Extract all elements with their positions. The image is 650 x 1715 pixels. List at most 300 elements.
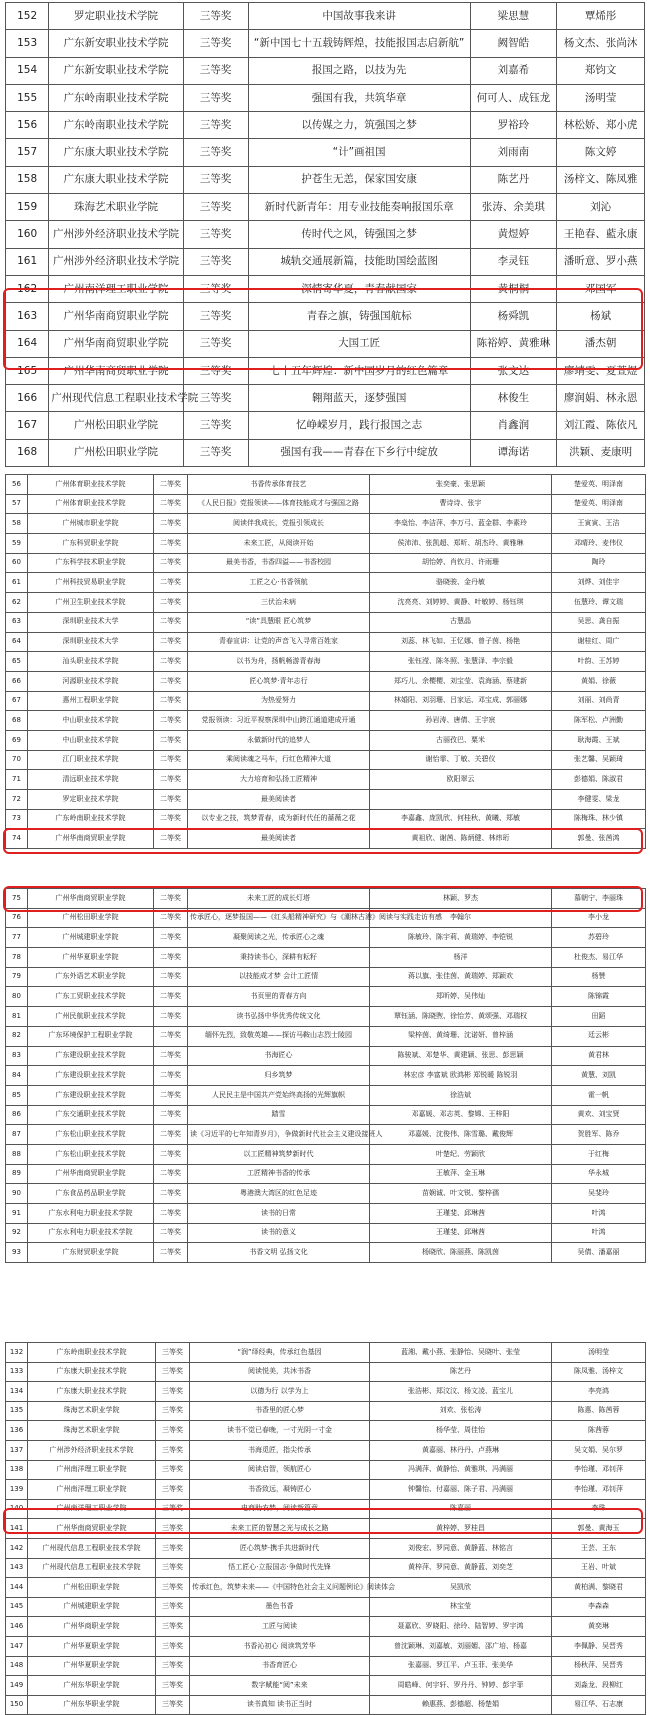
award-level: 二等奖 <box>154 573 188 593</box>
table-row <box>6 139 645 166</box>
authors: 吴凯欣 <box>370 1578 552 1598</box>
advisors: 汤明莹 <box>552 1343 646 1363</box>
authors: 蓝湘、戴小燕、张静怡、吴晓叶、张莹 <box>370 1343 552 1363</box>
work-title: 读书不觉已春晚，一寸光阴一寸金 <box>190 1421 370 1441</box>
advisors: 廖润娟、林永恩 <box>557 385 645 412</box>
work-title: 以工匠精神筑梦新时代 <box>188 1144 370 1164</box>
authors: 谭海诺 <box>470 439 557 466</box>
row-number: 74 <box>6 829 28 849</box>
authors: 张涛、余美琪 <box>470 194 557 221</box>
table-row <box>6 475 646 495</box>
row-number: 63 <box>6 612 28 632</box>
advisors: 林松娇、郑小虎 <box>557 112 645 139</box>
authors: 林宝莹 <box>370 1597 552 1617</box>
authors: 张浩彬、郑汶汶、杨文凌、蓝宝儿 <box>370 1382 552 1402</box>
advisors: 覃烯彤 <box>557 3 645 30</box>
award-level: 三等奖 <box>183 194 248 221</box>
award-level: 三等奖 <box>183 412 248 439</box>
advisors: 陈文婷 <box>557 139 645 166</box>
advisors: 杨秋萍、吴晋秀 <box>552 1656 646 1676</box>
table-row <box>6 1026 646 1046</box>
advisors: 邓国军 <box>557 275 645 302</box>
award-table-panel-2b <box>5 888 645 1263</box>
advisors: 吴思、龚自振 <box>552 612 646 632</box>
award-level: 三等奖 <box>183 30 248 57</box>
row-number: 68 <box>6 711 28 731</box>
row-number: 157 <box>6 139 49 166</box>
school-name: 珠海艺术职业学院 <box>28 1421 156 1441</box>
authors: 骆晓骏、金丹敏 <box>370 573 552 593</box>
row-number: 139 <box>6 1480 28 1500</box>
row-number: 159 <box>6 194 49 221</box>
work-title: 数字赋能“阅”未来 <box>190 1676 370 1696</box>
award-level: 二等奖 <box>154 1046 188 1066</box>
school-name: 广州华南商贸职业学院 <box>49 303 183 330</box>
advisors: 洪颖、麦康明 <box>557 439 645 466</box>
award-level: 三等奖 <box>156 1343 190 1363</box>
row-number: 81 <box>6 1007 28 1027</box>
work-title: 传承红色，筑梦未来——《中国特色社会主义问题例论》阅读体会 <box>190 1578 370 1598</box>
table-row <box>6 3 645 30</box>
authors: 陈敏玲、陈宇莉、黄瑞婷、李铠锐 <box>370 928 552 948</box>
work-title: 书香育匠心 <box>190 1656 370 1676</box>
table-row <box>6 248 645 275</box>
authors <box>370 790 552 810</box>
advisors: 伍慧玲、谭文瑞 <box>552 593 646 613</box>
school-name: 广东新安职业技术学院 <box>49 30 183 57</box>
award-level: 二等奖 <box>154 632 188 652</box>
row-number: 154 <box>6 57 49 84</box>
school-name: 广州华南商贸职业学院 <box>49 357 183 384</box>
award-level: 三等奖 <box>156 1519 190 1539</box>
work-title: 《人民日报》党报领读——体育技能成才与强国之路 <box>188 494 370 514</box>
award-level: 二等奖 <box>154 1026 188 1046</box>
row-number: 142 <box>6 1538 28 1558</box>
school-name: 广州华南商贸职业学院 <box>28 889 154 909</box>
award-level: 二等奖 <box>154 494 188 514</box>
authors: 孙岩涛、唐倩、王宇宸 <box>370 711 552 731</box>
work-title: 阅读启智，领航匠心 <box>190 1460 370 1480</box>
table-row <box>6 593 646 613</box>
table-row <box>6 711 646 731</box>
advisors: 李珠 <box>552 1499 646 1519</box>
work-title: 人民民主是中国共产党始终高扬的光辉旗帜 <box>188 1085 370 1105</box>
work-title: 读书真知 读书正当时 <box>190 1695 370 1715</box>
authors: 周皓峰、何宇轩、罗丹丹、钟婷、彭宇菲 <box>370 1676 552 1696</box>
work-title: 未来工匠的智慧之光与成长之路 <box>190 1519 370 1539</box>
row-number: 59 <box>6 534 28 554</box>
table-row <box>6 1499 646 1519</box>
table-row <box>6 987 646 1007</box>
row-number: 71 <box>6 770 28 790</box>
work-title: 传承匠心，逐梦报国——《红头船精神研究》与《潮林古港》阅读与实践走访有感 <box>188 908 370 928</box>
award-level: 二等奖 <box>154 1144 188 1164</box>
advisors: 黄君林 <box>552 1046 646 1066</box>
table-row <box>6 1007 646 1027</box>
work-title: 工匠精神书香的传承 <box>188 1164 370 1184</box>
award-table <box>5 474 646 849</box>
advisors: 杨赞 <box>552 967 646 987</box>
authors: 陈骏斌、邓楚华、黄建颖、张思、彭思颖 <box>370 1046 552 1066</box>
authors: 古慧晶 <box>370 612 552 632</box>
school-name: 广州松田职业学院 <box>49 439 183 466</box>
school-name: 广东外语艺术职业学院 <box>28 967 154 987</box>
row-number: 57 <box>6 494 28 514</box>
row-number: 156 <box>6 112 49 139</box>
advisors: 慕朝宁、李丽珠 <box>552 889 646 909</box>
table-row <box>6 1066 646 1086</box>
work-title: 踏雪 <box>188 1105 370 1125</box>
advisors: 陈锦霞 <box>552 987 646 1007</box>
school-name: 广东新安职业技术学院 <box>49 57 183 84</box>
school-name: 广州华夏职业学院 <box>28 948 154 968</box>
work-title: “润”绎经典，传承红色基因 <box>190 1343 370 1363</box>
school-name: 广州涉外经济职业技术学院 <box>49 248 183 275</box>
authors: 郑昕婷、吴伟灿 <box>370 987 552 1007</box>
table-row <box>6 1105 646 1125</box>
row-number: 168 <box>6 439 49 466</box>
award-level: 二等奖 <box>154 612 188 632</box>
work-title: 青春宣讲：让党的声音飞入寻常百姓家 <box>188 632 370 652</box>
row-number: 164 <box>6 330 49 357</box>
advisors: 贺胜军、陈乔 <box>552 1125 646 1145</box>
table-row <box>6 194 645 221</box>
advisors: 黄娟、徐薇 <box>552 671 646 691</box>
authors: 梁思慧 <box>470 3 557 30</box>
row-number: 140 <box>6 1499 28 1519</box>
table-row <box>6 948 646 968</box>
school-name: 深圳职业技术大学 <box>28 632 154 652</box>
authors: 侯沛沛、张凯超、郑昕、胡杰玲、黄雅琳 <box>370 534 552 554</box>
authors: 徐浩斌 <box>370 1085 552 1105</box>
work-title: 缅怀先烈，致敬英雄——探访马鞍山志烈士陵园 <box>188 1026 370 1046</box>
award-level: 二等奖 <box>154 652 188 672</box>
row-number: 88 <box>6 1144 28 1164</box>
authors: 谢怡霏、丁敏、关碧仪 <box>370 750 552 770</box>
table-row <box>6 1440 646 1460</box>
table-row <box>6 1164 646 1184</box>
row-number: 161 <box>6 248 49 275</box>
row-number: 84 <box>6 1066 28 1086</box>
row-number: 153 <box>6 30 49 57</box>
work-title: 书香致远，凝铸匠心 <box>190 1480 370 1500</box>
authors: 刘雨南 <box>470 139 557 166</box>
row-number: 60 <box>6 553 28 573</box>
award-level: 三等奖 <box>156 1538 190 1558</box>
award-level: 二等奖 <box>154 553 188 573</box>
award-level: 二等奖 <box>154 928 188 948</box>
authors: 林颖、罗杰 <box>370 889 552 909</box>
table-row <box>6 1578 646 1598</box>
table-row <box>6 928 646 948</box>
advisors: 邓晴玲、麦伟仪 <box>552 534 646 554</box>
authors: 杨晓欣、陈丽燕、陈凯茵 <box>370 1243 552 1263</box>
authors: 杨华莹、周佳怡 <box>370 1421 552 1441</box>
award-level: 二等奖 <box>154 691 188 711</box>
row-number: 150 <box>6 1695 28 1715</box>
award-table <box>5 1342 646 1715</box>
advisors: 李怡瑾、邓钊萍 <box>552 1480 646 1500</box>
table-row <box>6 57 645 84</box>
row-number: 91 <box>6 1204 28 1224</box>
row-number: 79 <box>6 967 28 987</box>
school-name: 广州南洋理工职业学院 <box>28 1460 156 1480</box>
table-row <box>6 494 646 514</box>
authors: 聂嘉欣、罗晓阳、徐玲、陆智婷、罗宇鸿 <box>370 1617 552 1637</box>
row-number: 56 <box>6 475 28 495</box>
award-level: 三等奖 <box>183 139 248 166</box>
row-number: 92 <box>6 1223 28 1243</box>
advisors: 彭德娟、陈淑君 <box>552 770 646 790</box>
authors: 沈亮亮、刘婷婷、黄静、叶敏婷、杨钰琪 <box>370 593 552 613</box>
award-level: 二等奖 <box>154 829 188 849</box>
row-number: 72 <box>6 790 28 810</box>
advisors: 刘淼龙、段柳红 <box>552 1676 646 1696</box>
table-row <box>6 889 646 909</box>
authors: 黄桐桐 <box>470 275 557 302</box>
authors: 刘欢、张松涛 <box>370 1401 552 1421</box>
authors: 张嘉丽、罗江平、卢玉菲、张美华 <box>370 1656 552 1676</box>
row-number: 146 <box>6 1617 28 1637</box>
row-number: 73 <box>6 809 28 829</box>
school-name: 广东科学技术职业学院 <box>28 553 154 573</box>
authors: 黄梓萍、罗同意、黄静蓝、刘奕芝 <box>370 1558 552 1578</box>
work-title: 以技能成才梦 会计工匠情 <box>188 967 370 987</box>
authors: 黄梓婷、罗桂昌 <box>370 1519 552 1539</box>
work-title: 书海觅匠，指尖传承 <box>190 1440 370 1460</box>
award-level: 二等奖 <box>154 1007 188 1027</box>
work-title: 城轨交通展新篇，技能助国绘蓝图 <box>248 248 470 275</box>
row-number: 167 <box>6 412 49 439</box>
school-name: 汕头职业技术学院 <box>28 652 154 672</box>
table-row <box>6 1343 646 1363</box>
work-title: 三伏治未病 <box>188 593 370 613</box>
school-name: 广东建设职业技术学院 <box>28 1046 154 1066</box>
row-number: 61 <box>6 573 28 593</box>
award-table-panel-1 <box>5 2 645 467</box>
row-number: 158 <box>6 166 49 193</box>
table-row <box>6 1085 646 1105</box>
school-name: 广东水利电力职业技术学院 <box>28 1223 154 1243</box>
award-level: 二等奖 <box>154 593 188 613</box>
work-title: 秉持读书心，深耕有耘籽 <box>188 948 370 968</box>
advisors: 吴文娟、吴尔罗 <box>552 1440 646 1460</box>
award-level: 二等奖 <box>154 1184 188 1204</box>
work-title: 党报领读：习近平视察深圳中山跨江通道建成开通 <box>188 711 370 731</box>
row-number: 138 <box>6 1460 28 1480</box>
advisors: 苏碧玲 <box>552 928 646 948</box>
advisors: 郭曼、黄海玉 <box>552 1519 646 1539</box>
work-title: 新时代新青年：用专业技能奏响报国乐章 <box>248 194 470 221</box>
school-name: 广州华南商贸职业学院 <box>49 330 183 357</box>
row-number: 165 <box>6 357 49 384</box>
work-title: 悟工匠心·立报国志·争做时代先锋 <box>190 1558 370 1578</box>
row-number: 148 <box>6 1656 28 1676</box>
table-row <box>6 1223 646 1243</box>
award-level: 二等奖 <box>154 1125 188 1145</box>
advisors: 李健雯、梁龙 <box>552 790 646 810</box>
advisors: 刘烨、刘佳宇 <box>552 573 646 593</box>
table-row <box>6 330 645 357</box>
school-name: 清远职业技术学院 <box>28 770 154 790</box>
row-number: 134 <box>6 1382 28 1402</box>
table-row <box>6 439 645 466</box>
award-level: 二等奖 <box>154 1243 188 1263</box>
school-name: 广州城市职业学院 <box>28 514 154 534</box>
award-level: 三等奖 <box>183 385 248 412</box>
school-name: 广州现代信息工程职业技术学院 <box>28 1538 156 1558</box>
advisors: 陈茜蓉 <box>552 1421 646 1441</box>
table-row <box>6 1676 646 1696</box>
table-row <box>6 612 646 632</box>
row-number: 90 <box>6 1184 28 1204</box>
award-level: 二等奖 <box>154 790 188 810</box>
table-row <box>6 1144 646 1164</box>
row-number: 137 <box>6 1440 28 1460</box>
authors: 蒋以旗、张佳茵、黄瑞婷、郑颖欢 <box>370 967 552 987</box>
school-name: 广东建设职业技术学院 <box>28 1066 154 1086</box>
school-name: 广东康大职业技术学院 <box>28 1362 156 1382</box>
table-row <box>6 1460 646 1480</box>
authors: 邓嘉媛、邓志英、黎嫦、王梓阳 <box>370 1105 552 1125</box>
award-level: 二等奖 <box>154 770 188 790</box>
advisors: 叶鸿 <box>552 1223 646 1243</box>
authors: 郑巧儿、余樱樱、刘宝莹、袁海涵、蔡建新 <box>370 671 552 691</box>
award-level: 二等奖 <box>154 987 188 1007</box>
award-level: 三等奖 <box>156 1401 190 1421</box>
table-row <box>6 1538 646 1558</box>
table-row <box>6 303 645 330</box>
school-name: 广州体育职业技术学院 <box>28 494 154 514</box>
authors: 胡怡婷、肖钦月、许雨珊 <box>370 553 552 573</box>
work-title: 翱翔蓝天，逐梦强国 <box>248 385 470 412</box>
table-row <box>6 1184 646 1204</box>
school-name: 广东康大职业技术学院 <box>49 139 183 166</box>
advisors: 黄欢、刘宝贤 <box>552 1105 646 1125</box>
award-level: 三等奖 <box>156 1558 190 1578</box>
table-row <box>6 1125 646 1145</box>
authors: 刘蕊、林飞如、王忆娜、曾子茵、杨艳 <box>370 632 552 652</box>
authors: 李嘉鑫、庞凯欣、何桂秋、黄曦、郑敏 <box>370 809 552 829</box>
advisors: 霍一帆 <box>552 1085 646 1105</box>
advisors: 张艺馨、吴颖琦 <box>552 750 646 770</box>
table-row <box>6 385 645 412</box>
row-number: 93 <box>6 1243 28 1263</box>
school-name: 广东水利电力职业技术学院 <box>28 1204 154 1224</box>
table-row <box>6 1382 646 1402</box>
advisors: 李怡瑾、邓钊萍 <box>552 1460 646 1480</box>
table-row <box>6 750 646 770</box>
advisors: 王寅寅、王洁 <box>552 514 646 534</box>
authors: 何可人、成钰龙 <box>470 84 557 111</box>
work-title: 匠心筑梦·携手共进新时代 <box>190 1538 370 1558</box>
school-name: 广州涉外经济职业技术学院 <box>49 221 183 248</box>
work-title: 报国之路，以技为先 <box>248 57 470 84</box>
row-number: 75 <box>6 889 28 909</box>
work-title: 最美书香，书香四溢——书香校园 <box>188 553 370 573</box>
table-row <box>6 221 645 248</box>
award-level: 三等奖 <box>156 1597 190 1617</box>
row-number: 149 <box>6 1676 28 1696</box>
work-title: 最美阅读者 <box>188 829 370 849</box>
work-title: 深情寄华夏，青春献国家 <box>248 275 470 302</box>
advisors: 陶玲 <box>552 553 646 573</box>
award-table <box>5 888 646 1263</box>
advisors: 耿海霞、王斌 <box>552 730 646 750</box>
award-table-panel-3 <box>5 1342 645 1715</box>
table-row <box>6 809 646 829</box>
school-name: 罗定职业技术学院 <box>28 790 154 810</box>
advisors: 汤明莹 <box>557 84 645 111</box>
advisors: 李佩静、吴晋秀 <box>552 1636 646 1656</box>
row-number: 80 <box>6 987 28 1007</box>
authors: 冯满萍、黄静怡、黄雅琪、冯满丽 <box>370 1460 552 1480</box>
advisors: 廷云彬 <box>552 1026 646 1046</box>
row-number: 89 <box>6 1164 28 1184</box>
advisors: 谢桂红、周广 <box>552 632 646 652</box>
award-level: 三等奖 <box>183 84 248 111</box>
school-name: 珠海艺术职业学院 <box>49 194 183 221</box>
table-row <box>6 1519 646 1539</box>
award-level: 二等奖 <box>154 671 188 691</box>
authors: 叶楚纪、劳颖欣 <box>370 1144 552 1164</box>
award-level: 二等奖 <box>154 948 188 968</box>
authors: 李燊怡、李洁萍、李万弓、蓝金群、李素玲 <box>370 514 552 534</box>
school-name: 广东环境保护工程职业学院 <box>28 1026 154 1046</box>
table-row <box>6 790 646 810</box>
row-number: 78 <box>6 948 28 968</box>
row-number: 82 <box>6 1026 28 1046</box>
work-title: 为热爱努力 <box>188 691 370 711</box>
award-level: 二等奖 <box>154 750 188 770</box>
authors: 张钰滢、陈冬照、张慧泽、李宗毅 <box>370 652 552 672</box>
row-number: 83 <box>6 1046 28 1066</box>
authors: 李翰尔 <box>370 908 552 928</box>
work-title: 青春之旗，铸强国航标 <box>248 303 470 330</box>
row-number: 135 <box>6 1401 28 1421</box>
row-number: 160 <box>6 221 49 248</box>
advisors: 潘杰朝 <box>557 330 645 357</box>
work-title: 墨色书香 <box>190 1597 370 1617</box>
table-row <box>6 908 646 928</box>
table-row <box>6 275 645 302</box>
advisors: 陈梅珠、林少镇 <box>552 809 646 829</box>
row-number: 144 <box>6 1578 28 1598</box>
authors: 曾沈颖琳、刘嘉敏、刘丽媚、邵广培、杨嘉 <box>370 1636 552 1656</box>
award-level: 三等奖 <box>183 166 248 193</box>
row-number: 141 <box>6 1519 28 1539</box>
authors: 陈艺丹 <box>470 166 557 193</box>
school-name: 广州东华职业学院 <box>28 1695 156 1715</box>
work-title: 工匠之心·书香领航 <box>188 573 370 593</box>
work-title: 大国工匠 <box>248 330 470 357</box>
table-row <box>6 1362 646 1382</box>
award-level: 三等奖 <box>156 1440 190 1460</box>
award-level: 三等奖 <box>183 275 248 302</box>
work-title: 电商助农梦，阅读新篇章 <box>190 1499 370 1519</box>
work-title: 书页里的青春方向 <box>188 987 370 1007</box>
authors: 张文达 <box>470 357 557 384</box>
work-title: “读”具慧眼 匠心筑梦 <box>188 612 370 632</box>
authors: 李灵钰 <box>470 248 557 275</box>
school-name: 广东建设职业技术学院 <box>28 1085 154 1105</box>
award-level: 二等奖 <box>154 1085 188 1105</box>
advisors: 郭曼、张茜鸿 <box>552 829 646 849</box>
table-row <box>6 30 645 57</box>
work-title: 书香里的匠心梦 <box>190 1401 370 1421</box>
table-row <box>6 84 645 111</box>
school-name: 广东康大职业技术学院 <box>28 1382 156 1402</box>
